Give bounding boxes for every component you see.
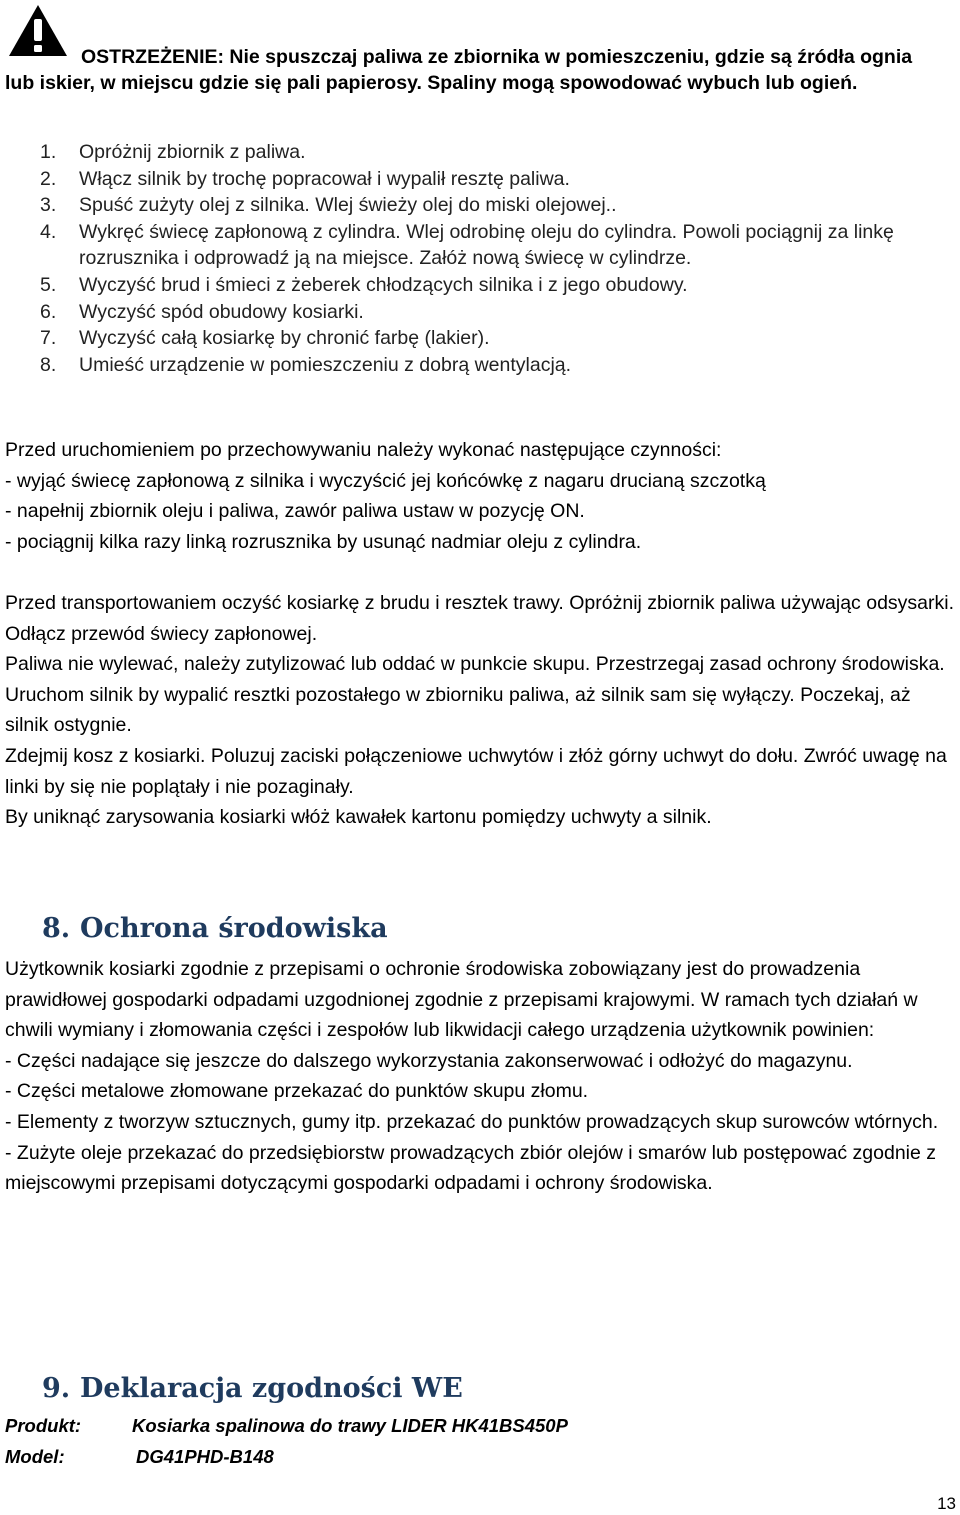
paragraph: - napełnij zbiornik oleju i paliwa, zawór paliwa ustaw w pozycję ON.: [5, 500, 585, 523]
paragraph: By uniknąć zarysowania kosiarki włóż kawałek kartonu pomiędzy uchwyty a silnik.: [5, 806, 712, 829]
transport-instructions: [5, 588, 955, 833]
model-row: [5, 1446, 274, 1468]
paragraph: - Zużyte oleje przekazać do przedsiębiorstw prowadzących zbiór olejów i smarów lub postępować zgodnie z miejscowymi przepisami dotyczącymi gospodarki odpadami i ochrony środowiska.: [5, 1141, 937, 1195]
product-label: Produkt:: [5, 1415, 82, 1436]
paragraph: Uruchom silnik by wypalić resztki pozostałego w zbiorniku paliwa, aż silnik sam się wyłączy. Poczekaj, aż silnik ostygnie.: [5, 683, 911, 737]
warning-text: OSTRZEŻENIE: Nie spuszczaj paliwa ze zbiornika w pomieszczeniu, gdzie są źródła ognia lub iskier, w miejscu gdzie się pali papierosy. Spaliny mogą spowodować wybuch lub ogień.: [5, 46, 913, 94]
paragraph: - wyjąć świecę zapłonową z silnika i wyczyścić jej końcówkę z nagaru drucianą szczotką: [5, 469, 766, 492]
environment-text: [5, 954, 955, 1199]
section-heading-declaration: 9. Deklaracja zgodności WE: [42, 1373, 463, 1404]
list-item: 5. Wyczyść brud i śmieci z żeberek chłodzących silnika i z jego obudowy.: [40, 273, 688, 296]
list-item: 8. Umieść urządzenie w pomieszczeniu z dobrą wentylacją.: [40, 353, 572, 376]
paragraph: - Części metalowe złomowane przekazać do punktów skupu złomu.: [5, 1080, 589, 1103]
paragraph: - Elementy z tworzyw sztucznych, gumy itp. przekazać do punktów prowadzących skup surowców wtórnych.: [5, 1110, 939, 1133]
list-item: 6. Wyczyść spód obudowy kosiarki.: [40, 300, 364, 323]
paragraph: - pociągnij kilka razy linką rozrusznika by usunąć nadmiar oleju z cylindra.: [5, 530, 642, 553]
section-heading-environment: 8. Ochrona środowiska: [42, 913, 388, 944]
paragraph: Użytkownik kosiarki zgodnie z przepisami o ochronie środowiska zobowiązany jest do prowadzenia prawidłowej gospodarki odpadami uzgodnionej zgodnie z przepisami krajowymi. W ramach tych działań w chwili wymiany i złomowania części i zespołów lub likwidacji całego urządzenia użytkownik powinien:: [5, 958, 918, 1042]
model-value: DG41PHD-B148: [136, 1446, 274, 1467]
before-start-instructions: [5, 435, 955, 557]
list-item: 4. Wykręć świecę zapłonową z cylindra. Wlej odrobinę oleju do cylindra. Powoli pociągnij za linkę rozrusznika i odprowadź ją na miejsce. Załóż nową świecę w cylindrze.: [40, 220, 894, 270]
paragraph: Paliwa nie wylewać, należy zutylizować lub oddać w punkcie skupu. Przestrzegaj zasad ochrony środowiska.: [5, 653, 945, 676]
list-item: 3. Spuść zużyty olej z silnika. Wlej świeży olej do miski olejowej..: [40, 194, 617, 217]
maintenance-steps: [5, 139, 925, 378]
list-item: 2. Włącz silnik by trochę popracował i wypalił resztę paliwa.: [40, 167, 570, 190]
list-item: 7. Wyczyść całą kosiarkę by chronić farbę (lakier).: [40, 327, 490, 350]
model-label: Model:: [5, 1446, 65, 1467]
paragraph: Przed uruchomieniem po przechowywaniu należy wykonać następujące czynności:: [5, 439, 722, 461]
product-row: [5, 1415, 568, 1437]
page-number: 13: [937, 1494, 956, 1513]
paragraph: - Części nadające się jeszcze do dalszego wykorzystania zakonserwować i odłożyć do magazynu.: [5, 1049, 853, 1072]
paragraph: Zdejmij kosz z kosiarki. Poluzuj zaciski połączeniowe uchwytów i złóż górny uchwyt do dołu. Zwróć uwagę na linki by się nie poplątały i nie pozaginały.: [5, 744, 947, 798]
list-item: 1. Opróżnij zbiornik z paliwa.: [40, 141, 306, 163]
product-value: Kosiarka spalinowa do trawy LIDER HK41BS450P: [132, 1415, 568, 1436]
paragraph: Przed transportowaniem oczyść kosiarkę z brudu i resztek trawy. Opróżnij zbiornik paliwa używając odsysarki. Odłącz przewód świecy zapłonowej.: [5, 592, 954, 645]
